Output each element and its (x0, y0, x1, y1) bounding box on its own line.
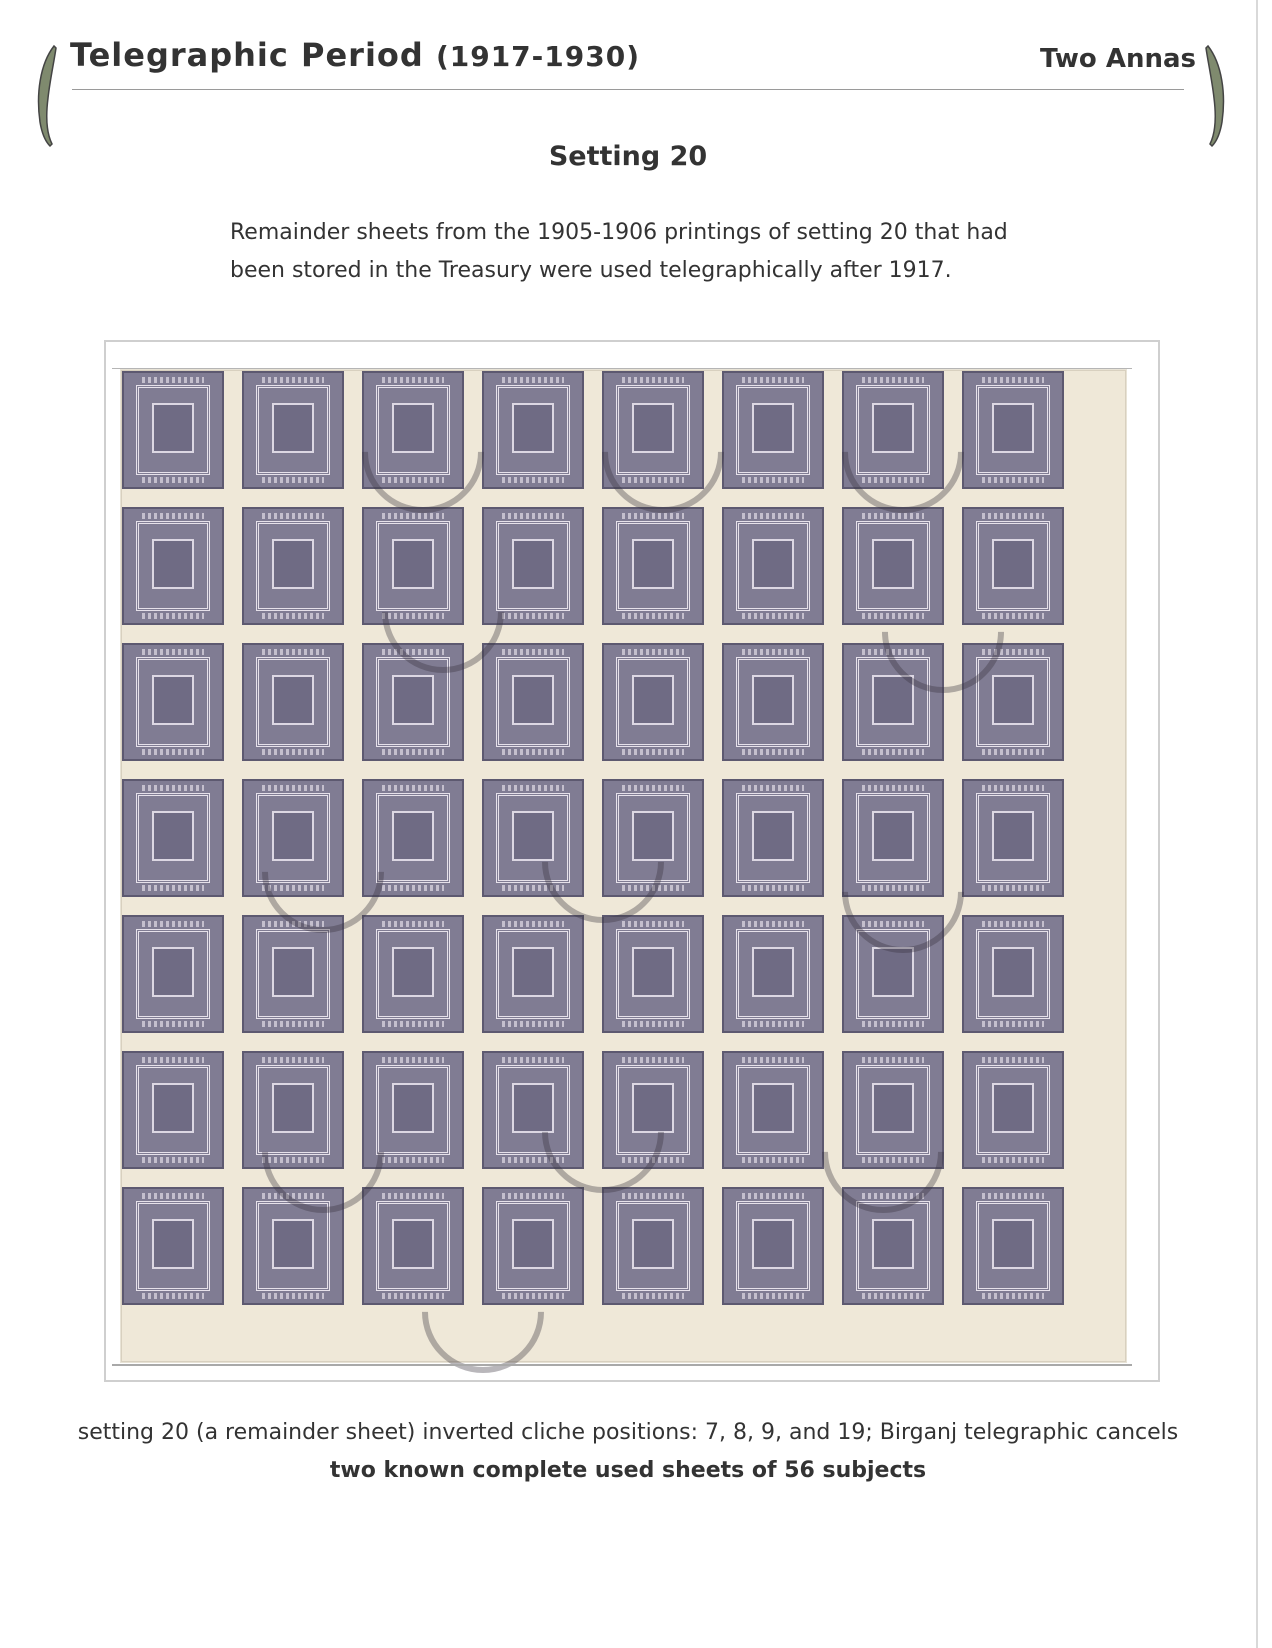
page-title (70, 36, 640, 74)
stamp-subject (842, 507, 944, 625)
stamp-subject (242, 779, 344, 897)
stamp-subject (362, 1187, 464, 1305)
stamp-subject (362, 779, 464, 897)
stamp-subject (482, 1187, 584, 1305)
stamp-subject (962, 779, 1064, 897)
stamp-subject (242, 371, 344, 489)
stamp-subject (362, 643, 464, 761)
stamp-subject (722, 507, 824, 625)
stamp-subject (122, 915, 224, 1033)
sheet-bottom-line (112, 1364, 1132, 1366)
value-label: Two Annas (1040, 44, 1196, 74)
stamp-subject (482, 915, 584, 1033)
stamp-subject (482, 779, 584, 897)
stamp-subject (122, 1187, 224, 1305)
period-title: Telegraphic Period (70, 36, 424, 74)
stamp-subject (842, 915, 944, 1033)
header-divider (72, 89, 1184, 90)
stamp-subject (242, 643, 344, 761)
stamp-subject (722, 371, 824, 489)
stamp-subject (362, 371, 464, 489)
kukri-right-icon (1198, 44, 1228, 148)
stamp-subject (722, 779, 824, 897)
stamp-subject (722, 915, 824, 1033)
intro-line-2: been stored in the Treasury were used telegraphically after 1917. (230, 258, 952, 283)
section-heading: Setting 20 (548, 141, 708, 172)
stamp-subject (842, 1187, 944, 1305)
stamp-subject (962, 507, 1064, 625)
stamp-subject (122, 643, 224, 761)
stamp-subject (122, 1051, 224, 1169)
period-years: (1917-1930) (435, 40, 641, 73)
stamp-subject (962, 1187, 1064, 1305)
stamp-subject (362, 507, 464, 625)
stamp-subject (722, 643, 824, 761)
stamp-subject (482, 1051, 584, 1169)
stamp-subject (602, 507, 704, 625)
stamp-subject (602, 1187, 704, 1305)
stamp-subject (602, 915, 704, 1033)
stamp-subject (842, 643, 944, 761)
stamp-subject (242, 1051, 344, 1169)
kukri-left-icon (34, 44, 64, 148)
stamp-subject (122, 507, 224, 625)
intro-line-1: Remainder sheets from the 1905-1906 printings of setting 20 that had (230, 220, 1008, 245)
caption-line-2: two known complete used sheets of 56 subjects (329, 1458, 927, 1483)
stamp-subject (482, 371, 584, 489)
stamp-subject (842, 371, 944, 489)
stamp-subject (962, 371, 1064, 489)
stamp-subject (602, 779, 704, 897)
stamp-subject (842, 779, 944, 897)
intro-text (230, 214, 1090, 290)
stamp-subject (602, 371, 704, 489)
stamp-subject (482, 643, 584, 761)
stamp-subject (962, 1051, 1064, 1169)
stamp-subject (722, 1051, 824, 1169)
sheet-top-line (112, 368, 1132, 369)
stamp-subject (482, 507, 584, 625)
stamp-sheet-image (121, 370, 1126, 1362)
stamp-subject (602, 643, 704, 761)
stamp-subject (362, 1051, 464, 1169)
sheet-caption (0, 1414, 1256, 1490)
stamp-subject (962, 915, 1064, 1033)
stamp-subject (722, 1187, 824, 1305)
stamp-subject (842, 1051, 944, 1169)
caption-line-1: setting 20 (a remainder sheet) inverted cliche positions: 7, 8, 9, and 19; Birganj telegraphic cancels (77, 1420, 1179, 1445)
stamp-subject (242, 507, 344, 625)
stamp-subject (362, 915, 464, 1033)
stamp-subject (242, 1187, 344, 1305)
stamp-subject (122, 371, 224, 489)
page-edge (1256, 0, 1258, 1648)
stamp-subject (962, 643, 1064, 761)
stamp-subject (242, 915, 344, 1033)
stamp-subject (602, 1051, 704, 1169)
stamp-subject (122, 779, 224, 897)
